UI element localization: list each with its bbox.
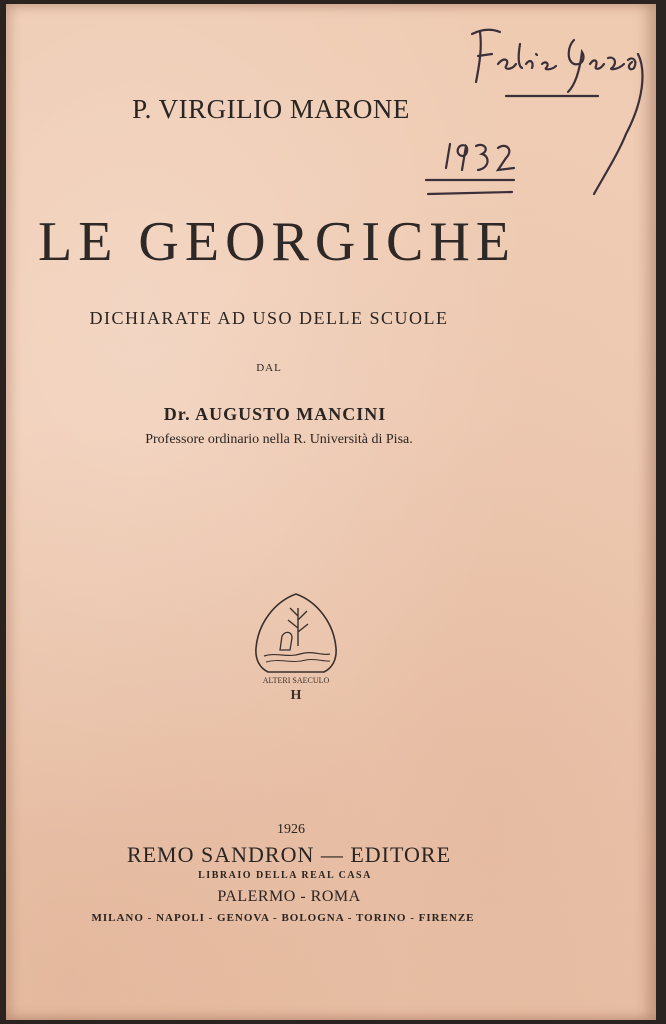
year-handwriting <box>426 144 514 194</box>
book-editor: Dr. AUGUSTO MANCINI <box>163 404 387 424</box>
by-label: DAL <box>256 362 282 374</box>
handwritten-annotation <box>6 4 656 224</box>
book-subtitle: DICHIARATE AD USO DELLE SCUOLE <box>89 308 449 328</box>
publisher-cities-branches: MILANO - NAPOLI - GENOVA - BOLOGNA - TORINO - FIRENZE <box>91 912 475 924</box>
publisher-note: LIBRAIO DELLA REAL CASA <box>198 870 372 881</box>
book-author: P. VIRGILIO MARONE <box>132 94 410 124</box>
emblem-letter: H <box>290 688 302 703</box>
publisher-name: REMO SANDRON — EDITORE <box>126 842 452 867</box>
publisher-cities-main: PALERMO - ROMA <box>217 888 361 905</box>
editor-role: Professore ordinario nella R. Università di Pisa. <box>145 432 413 447</box>
title-page <box>6 4 656 1020</box>
book-title: LE GEORGICHE <box>38 211 516 273</box>
emblem-motto: ALTERI SAECULO <box>262 676 330 685</box>
publication-year: 1926 <box>277 822 305 837</box>
publisher-emblem-icon <box>246 586 346 706</box>
